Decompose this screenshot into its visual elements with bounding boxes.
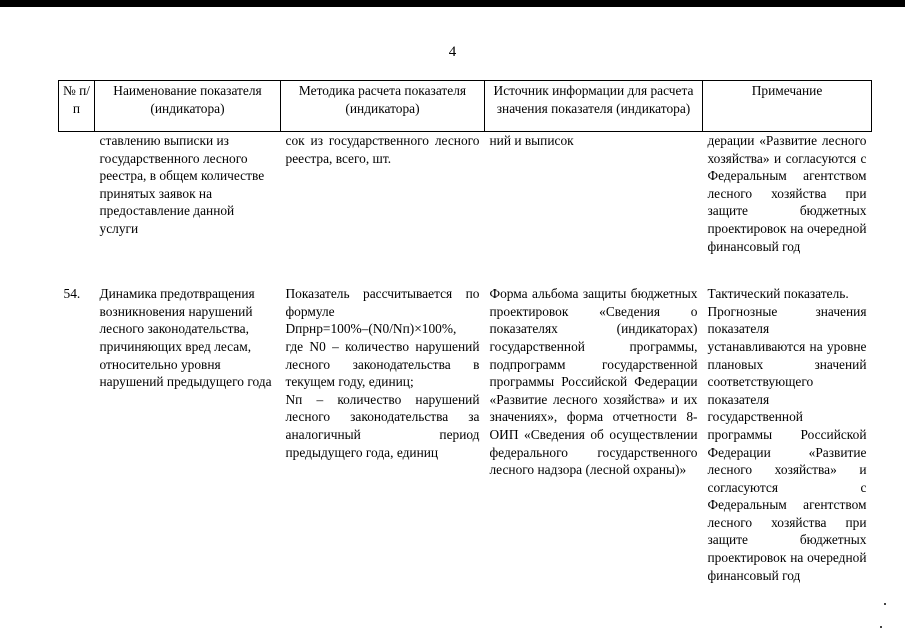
cell-information-source: ний и выписок [489,133,574,148]
note-forecast: Прогнозные значения показателя устанавливаются на уровне плановых значений соответствующего показателя государственной программы Российской Федерации «Развитие лесного хозяйства» и согласуются с Федеральным агентством лесного хозяйства при защите бюджетных проектировок на очередной финансовый год [707,303,867,583]
note-type: Тактический показатель. [707,286,849,302]
table-row-continued [59,132,872,256]
cell-note: дерации «Развитие лесного хозяйства» и согласуются с Федеральным агентством лесного хозяйства при защите бюджетных проектировок на очередной финансовый год [707,133,867,254]
method-intro: Показатель рассчитывается по формуле [285,286,480,319]
cell-number: 54. [63,286,81,302]
cell-calculation-method [281,285,485,584]
cell-calculation-method: сок из государственного лесного реестра, всего, шт. [285,133,480,166]
cell-note [703,285,872,584]
scan-speck [884,603,886,605]
table-row-54 [59,285,872,584]
top-border-bar [0,0,905,7]
method-formula: Dпрнр=100%–(N0/Nп)×100%, [285,321,457,337]
row-spacer [59,255,872,285]
method-n0-definition: где N0 – количество нарушений лесного законодательства в текущем году, единиц; [285,338,480,390]
indicator-table [58,80,872,584]
scan-speck [880,626,882,628]
cell-number-empty [59,132,95,256]
cell-indicator-name: ставлению выписки из государственного лесного реестра, в общем количестве принятых заявок на предоставление данной услуги [99,133,265,236]
header-calculation-method: Методика расчета показателя (индикатора) [281,81,485,132]
table-header-row [59,81,872,132]
page-number: 4 [448,44,457,60]
cell-indicator-name: Динамика предотвращения возникновения нарушений лесного законодательства, причиняющих вред лесам, относительно уровня нарушений предыдущего года [99,286,272,390]
header-note: Примечание [703,81,872,132]
header-information-source: Источник информации для расчета значения показателя (индикатора) [485,81,703,132]
header-number: № п/п [59,81,95,132]
header-indicator-name: Наименование показателя (индикатора) [95,81,281,132]
cell-information-source: Форма альбома защиты бюджетных проектировок «Сведения о показателях (индикаторах) государственной программы, подпрограмм государственной программы Российской Федерации «Развитие лесного хозяйства» и их значениях», форма отчетности 8-ОИП «Сведения об осуществлении федерального государственного лесного надзора (лесной охраны)» [489,286,698,478]
method-np-definition: Nп – количество нарушений лесного законодательства за аналогичный период предыдущего года, единиц [285,391,480,460]
